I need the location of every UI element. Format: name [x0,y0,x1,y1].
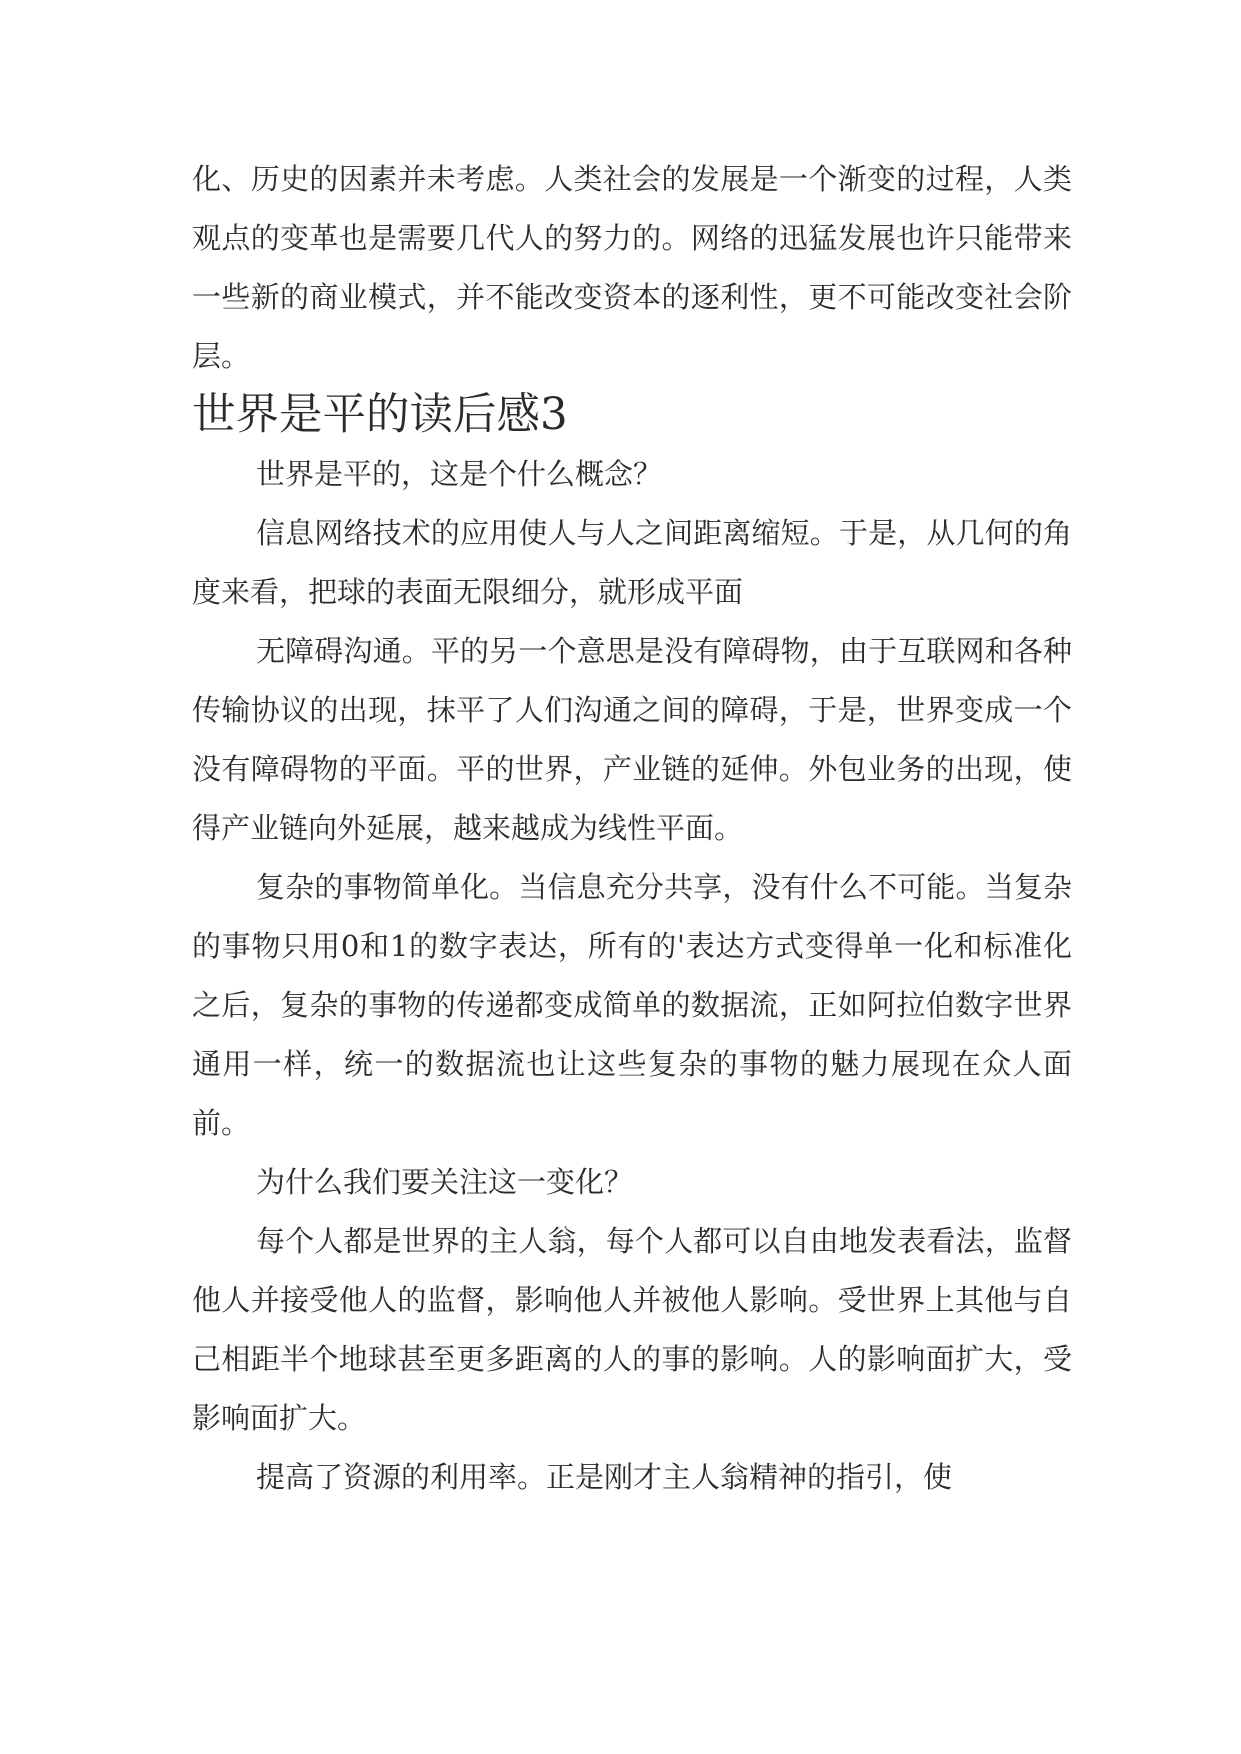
paragraph-question-why: 为什么我们要关注这一变化？ [256,1165,634,1199]
paragraph-everyone-owner: 每个人都是世界的主人翁，每个人都可以自由地发表看法，监督他人并接受他人的监督，影响他人并被他人影响。受世界上其他与自己相距半个地球甚至更多距离的人的事的影响。人的影响面扩大，受影响面扩大。 [192,1224,1072,1435]
section-heading: 世界是平的读后感3 [192,390,568,440]
paragraph-barrier-free: 无障碍沟通。平的另一个意思是没有障碍物，由于互联网和各种传输协议的出现，抹平了人们沟通之间的障碍，于是，世界变成一个没有障碍物的平面。平的世界，产业链的延伸。外包业务的出现，使得产业链向外延展，越来越成为线性平面。 [192,634,1072,845]
paragraph-resource-use: 提高了资源的利用率。正是刚才主人翁精神的指引，使 [256,1460,953,1494]
paragraph-continuation: 化、历史的因素并未考虑。人类社会的发展是一个渐变的过程，人类观点的变革也是需要几代人的努力的。网络的迅猛发展也许只能带来一些新的商业模式，并不能改变资本的逐利性，更不可能改变社会阶层。 [192,162,1072,373]
paragraph-simplification: 复杂的事物简单化。当信息充分共享，没有什么不可能。当复杂的事物只用0和1的数字表达，所有的'表达方式变得单一化和标准化之后，复杂的事物的传递都变成简单的数据流，正如阿拉伯数字世界通用一样，统一的数据流也让这些复杂的事物的魅力展现在众人面前。 [192,870,1072,1140]
document-body [192,150,1072,1507]
paragraph-question-concept: 世界是平的，这是个什么概念？ [256,457,663,491]
paragraph-network-distance: 信息网络技术的应用使人与人之间距离缩短。于是，从几何的角度来看，把球的表面无限细分，就形成平面 [192,516,1072,609]
